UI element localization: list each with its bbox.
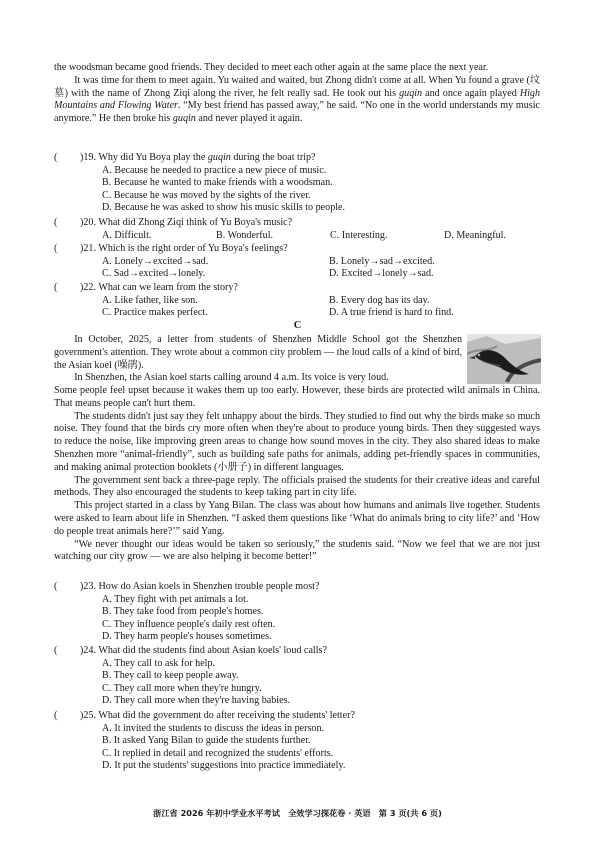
passage-c-paragraph-5: This project started in a class by Yang Bilan. The class was about how humans and animals live together. Students were asked to learn about life in Shenzhen. “I asked them questions like ‘What do animals bring to city life?’ and ‘How do people treat animals here?’” said Yang. [54, 500, 540, 537]
question-20 [54, 217, 540, 242]
option-d[interactable]: D. It put the students' suggestions into practice immediately. [102, 760, 346, 772]
passage-b-paragraph-2 [54, 75, 540, 126]
options [102, 594, 540, 644]
text-run: . “My best friend has passed away,” he said. “No one in the world understands my music anymore.” He then broke his [54, 100, 541, 125]
passage-c-intro [54, 334, 462, 385]
option-b[interactable]: B. It asked Yang Bilan to guide the students further. [102, 735, 311, 747]
option-c[interactable]: C. Sad→excited→lonely. [102, 268, 206, 280]
option-c[interactable]: C. They influence people's daily rest often. [102, 618, 276, 630]
option-d[interactable]: D. Excited→lonely→sad. [329, 268, 434, 280]
option-d[interactable]: D. Because he was asked to show his music skills to people. [102, 202, 346, 214]
option-b[interactable]: B. Lonely→sad→excited. [329, 255, 435, 267]
option-d[interactable]: D. A true friend is hard to find. [329, 307, 454, 319]
question-23 [54, 581, 540, 644]
options [102, 723, 540, 773]
option-b[interactable]: B. Wonderful. [216, 229, 274, 241]
passage-c-paragraph-2b: Some people feel upset because it wakes them up too early. However, these birds are protected wild animals in China. That means people can't hurt them. [54, 385, 540, 409]
options [102, 256, 540, 281]
question-stem: ( )24. What did the students find about Asian koels' loud calls? [54, 645, 327, 656]
option-c[interactable]: C. Because he was moved by the sights of the river. [102, 189, 311, 201]
text-run: and never played it again. [195, 113, 303, 125]
option-a[interactable]: A. It invited the students to discuss the ideas in person. [102, 722, 325, 734]
option-b[interactable]: B. Every dog has its day. [329, 294, 430, 306]
option-c[interactable]: C. Practice makes perfect. [102, 307, 208, 319]
asian-koel-photo [467, 334, 541, 384]
passage-b [54, 62, 540, 126]
question-stem: ( )22. What can we learn from the story? [54, 282, 238, 293]
text-run: and once again played [422, 87, 520, 99]
option-c[interactable]: C. Interesting. [330, 229, 388, 241]
answer-bracket[interactable]: ( [54, 645, 58, 656]
song-title: High Mountains and Flowing Water [54, 87, 540, 112]
option-d[interactable]: D. They call more when they're having babies. [102, 695, 291, 707]
bird-icon [467, 334, 541, 384]
passage-c-paragraph-3: The students didn't just say they felt unhappy about the birds. They studied to find out why the birds make so much noise. They found that the birds cry more often when they're about to produce young birds. Then they suggested ways to reduce the noise, like improving green areas to change how sound moves in the city. They also shared ideas to make Shenzhen more “animal-friendly”, such as building safe paths for animals, adding pet-friendly spaces in communities, and making animal protection booklets (小册子) in different languages. [54, 410, 540, 473]
question-stem: ( )21. Which is the right order of Yu Boya's feelings? [54, 243, 288, 254]
question-24 [54, 645, 540, 708]
passage-c-paragraph-2a: In Shenzhen, the Asian koel starts calling around 4 a.m. Its voice is very loud. [74, 372, 389, 384]
options [102, 230, 540, 243]
question-19 [54, 152, 540, 215]
question-25 [54, 710, 540, 773]
passage-c-paragraph-4: The government sent back a three-page reply. The officials praised the students for their creative ideas and careful methods. They also encouraged the students to keep taking part in city life. [54, 474, 540, 499]
option-a[interactable]: A. Difficult. [102, 229, 152, 241]
option-a[interactable]: A. They call to ask for help. [102, 657, 216, 669]
italic-term: guqin [399, 87, 423, 99]
option-a[interactable]: A. Like father, like son. [102, 294, 198, 306]
italic-term: guqin [172, 113, 196, 125]
option-c[interactable]: C. They call more when they're hungry. [102, 682, 262, 694]
option-b[interactable]: B. They call to keep people away. [102, 670, 239, 682]
question-stem: ( )25. What did the government do after receiving the students' letter? [54, 710, 355, 721]
passage-c-paragraph-6: “We never thought our ideas would be taken so seriously,” the students said. “Now we feel that we are not just watching our city grow — we are also helping it become better!” [54, 538, 540, 563]
answer-bracket[interactable]: ( [54, 581, 58, 592]
option-d[interactable]: D. Meaningful. [444, 229, 506, 241]
question-stem: ( )19. Why did Yu Boya play the guqin during the boat trip? [54, 152, 316, 163]
options [102, 295, 540, 320]
option-a[interactable]: A. Lonely→excited→sad. [102, 255, 209, 267]
answer-bracket[interactable]: ( [54, 282, 58, 293]
option-a[interactable]: A. Because he needed to practice a new piece of music. [102, 164, 327, 176]
question-stem: ( )23. How do Asian koels in Shenzhen trouble people most? [54, 581, 320, 592]
options [102, 165, 540, 215]
passage-c-body [54, 385, 540, 564]
option-a[interactable]: A. They fight with pet animals a lot. [102, 593, 249, 605]
option-b[interactable]: B. They take food from people's homes. [102, 606, 264, 618]
answer-bracket[interactable]: ( [54, 152, 58, 163]
page-footer: 浙江省 2026 年初中学业水平考试 全效学习探花卷 · 英语 第 3 页(共 6 页) [153, 808, 442, 818]
options [102, 658, 540, 708]
question-21 [54, 243, 540, 281]
answer-bracket[interactable]: ( [54, 243, 58, 254]
answer-bracket[interactable]: ( [54, 710, 58, 721]
passage-c-paragraph-1: In October, 2025, a letter from students of Shenzhen Middle School got the Shenzhen government's attention. They wrote about a common city problem — the loud calls of a kind of bird, the Asian koel (噪鹃). [54, 334, 462, 371]
option-c[interactable]: C. It replied in detail and recognized the students' efforts. [102, 747, 334, 759]
section-c-heading: C [293, 320, 302, 331]
passage-b-paragraph-1: the woodsman became good friends. They decided to meet each other again at the same place the next year. [54, 62, 489, 73]
question-stem: ( )20. What did Zhong Ziqi think of Yu Boya's music? [54, 217, 293, 228]
option-d[interactable]: D. They harm people's houses sometimes. [102, 631, 272, 643]
text-run: It was time for them to meet again. Yu waited and waited, but Zhong didn't come at all. When Yu found a grave (坟墓) with the name of Zhong Ziqi along the river, he felt really sad. He took out his [54, 74, 540, 99]
answer-bracket[interactable]: ( [54, 217, 58, 228]
question-22 [54, 282, 540, 320]
option-b[interactable]: B. Because he wanted to make friends with a woodsman. [102, 177, 333, 189]
